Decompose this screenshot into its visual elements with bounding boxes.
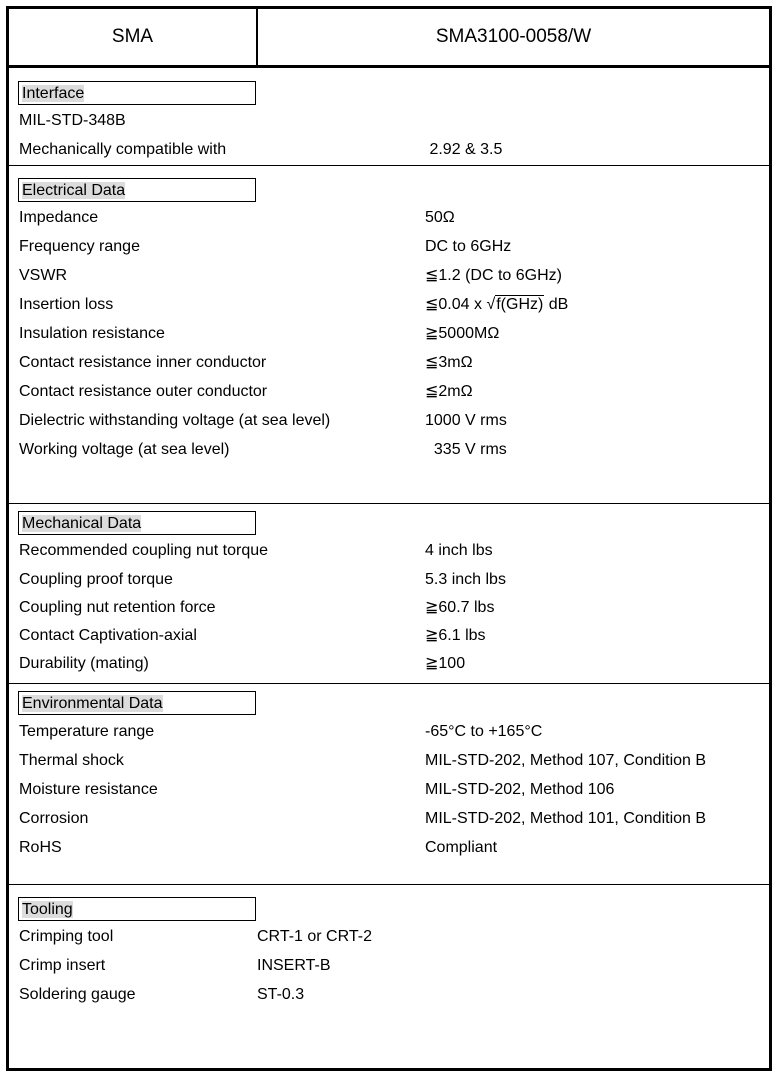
spec-row bbox=[9, 291, 769, 319]
spec-row bbox=[9, 233, 769, 261]
section-title: Environmental Data bbox=[18, 691, 256, 715]
interface-section bbox=[9, 68, 769, 166]
spec-label: Moisture resistance bbox=[19, 781, 158, 798]
spec-label: Contact resistance outer conductor bbox=[19, 383, 268, 400]
spec-value: 335 V rms bbox=[425, 441, 507, 458]
electrical-section bbox=[9, 166, 769, 504]
spec-value: ≦2mΩ bbox=[425, 383, 473, 400]
spec-label: Coupling proof torque bbox=[19, 571, 173, 588]
spec-value: 2.92 & 3.5 bbox=[425, 141, 503, 158]
spec-row bbox=[9, 718, 769, 746]
spec-label: Corrosion bbox=[19, 810, 89, 827]
spec-sheet bbox=[6, 6, 772, 1071]
spec-label: Soldering gauge bbox=[19, 986, 136, 1003]
spec-value: ≧100 bbox=[425, 655, 466, 672]
spec-row bbox=[9, 537, 769, 565]
spec-row bbox=[9, 107, 769, 135]
part-number: SMA3100-0058/W bbox=[435, 26, 592, 47]
spec-row bbox=[9, 805, 769, 833]
spec-value: MIL-STD-202, Method 107, Condition B bbox=[425, 752, 707, 769]
spec-row bbox=[9, 407, 769, 435]
spec-value: ST-0.3 bbox=[257, 986, 305, 1003]
spec-value: ≧60.7 lbs bbox=[425, 599, 495, 616]
spec-row bbox=[9, 262, 769, 290]
spec-label: MIL-STD-348B bbox=[19, 112, 126, 129]
spec-row bbox=[9, 349, 769, 377]
spec-value: 5.3 inch lbs bbox=[425, 571, 506, 588]
spec-label: Durability (mating) bbox=[19, 655, 149, 672]
spec-row bbox=[9, 436, 769, 464]
spec-label: Crimp insert bbox=[19, 957, 106, 974]
spec-row bbox=[9, 952, 769, 980]
spec-row bbox=[9, 378, 769, 406]
spec-value: ≧5000MΩ bbox=[425, 325, 500, 342]
spec-value: INSERT-B bbox=[257, 957, 331, 974]
spec-value: MIL-STD-202, Method 101, Condition B bbox=[425, 810, 707, 827]
spec-value: -65°C to +165°C bbox=[425, 723, 543, 740]
spec-label: Thermal shock bbox=[19, 752, 124, 769]
spec-row bbox=[9, 981, 769, 1009]
spec-label: Contact Captivation-axial bbox=[19, 627, 197, 644]
spec-value: Compliant bbox=[425, 839, 498, 856]
spec-value: 4 inch lbs bbox=[425, 542, 493, 559]
spec-label: Mechanically compatible with bbox=[19, 141, 227, 158]
spec-label: Insertion loss bbox=[19, 296, 114, 313]
spec-label: Insulation resistance bbox=[19, 325, 165, 342]
spec-row bbox=[9, 776, 769, 804]
spec-label: Temperature range bbox=[19, 723, 155, 740]
spec-row bbox=[9, 566, 769, 594]
mechanical-section bbox=[9, 504, 769, 684]
tooling-section bbox=[9, 885, 769, 1068]
sqrt-symbol: √f(GHz) bbox=[486, 296, 544, 313]
spec-row bbox=[9, 747, 769, 775]
spec-value: ≧6.1 lbs bbox=[425, 627, 486, 644]
spec-row bbox=[9, 622, 769, 650]
spec-row bbox=[9, 136, 769, 164]
spec-value: 50Ω bbox=[425, 209, 455, 226]
spec-label: VSWR bbox=[19, 267, 67, 284]
spec-label: RoHS bbox=[19, 839, 62, 856]
spec-value: ≦3mΩ bbox=[425, 354, 473, 371]
spec-label: Impedance bbox=[19, 209, 99, 226]
spec-value: MIL-STD-202, Method 106 bbox=[425, 781, 615, 798]
spec-label: Dielectric withstanding voltage (at sea level) bbox=[19, 412, 331, 429]
spec-label: Frequency range bbox=[19, 238, 140, 255]
header bbox=[9, 9, 769, 68]
spec-value: DC to 6GHz bbox=[425, 238, 512, 255]
spec-value: ≦0.04 x √f(GHz) dB bbox=[425, 291, 568, 319]
spec-label: Contact resistance inner conductor bbox=[19, 354, 267, 371]
section-title: Tooling bbox=[18, 897, 256, 921]
spec-value: ≦1.2 (DC to 6GHz) bbox=[425, 267, 562, 284]
spec-row bbox=[9, 594, 769, 622]
spec-row bbox=[9, 204, 769, 232]
spec-value: CRT-1 or CRT-2 bbox=[257, 928, 372, 945]
spec-row bbox=[9, 834, 769, 862]
section-title: Interface bbox=[18, 81, 256, 105]
spec-label: Recommended coupling nut torque bbox=[19, 542, 269, 559]
section-title: Mechanical Data bbox=[18, 511, 256, 535]
spec-row bbox=[9, 923, 769, 951]
spec-row bbox=[9, 320, 769, 348]
spec-row bbox=[9, 650, 769, 678]
spec-value: 1000 V rms bbox=[425, 412, 507, 429]
spec-label: Crimping tool bbox=[19, 928, 114, 945]
environmental-section bbox=[9, 684, 769, 885]
spec-label: Working voltage (at sea level) bbox=[19, 441, 230, 458]
spec-label: Coupling nut retention force bbox=[19, 599, 216, 616]
connector-type: SMA bbox=[9, 9, 258, 65]
section-title: Electrical Data bbox=[18, 178, 256, 202]
